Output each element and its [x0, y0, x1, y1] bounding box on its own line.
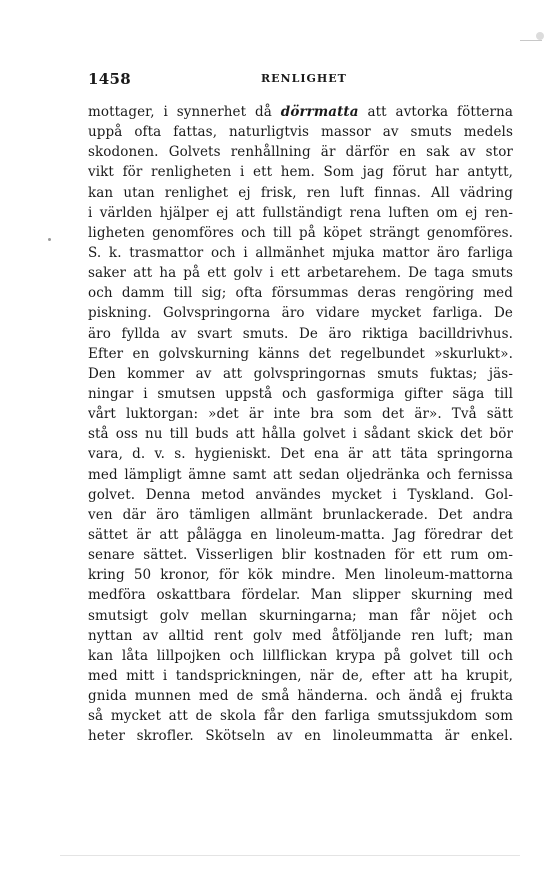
text-line: S. k. trasmattor och i allmänhet mjuka mattor äro farliga: [88, 244, 513, 261]
text-line: och damm till sig; ofta försummas deras rengöring med: [88, 285, 513, 302]
text-line: ningar i smutsen uppstå och gasformiga gifter säga till: [88, 385, 513, 402]
text-line: äro fyllda av svart smuts. De äro riktiga bacilldrivhus.: [88, 325, 513, 342]
text-line: kan utan renlighet ej frisk, ren luft finnas. All vädring: [88, 184, 513, 201]
scan-speck: [520, 40, 542, 41]
text-line: med mitt i tandsprickningen, när de, efter att ha krupit,: [88, 667, 513, 684]
scan-speck: [536, 32, 544, 40]
text-line: Den kommer av att golvspringornas smuts fuktas; jäs-: [88, 365, 513, 382]
text-line: kan låta lillpojken och lillflickan krypa på golvet till och: [88, 647, 513, 664]
text-line: med lämpligt ämne samt att sedan oljedränka och fernissa: [88, 466, 513, 483]
text-line: smutsigt golv mellan skurningarna; man får nöjet och: [88, 607, 513, 624]
text-line: stå oss nu till buds att hålla golvet i sådant skick det bör: [88, 426, 513, 443]
page-edge-line: [60, 855, 520, 856]
text-line: vara, d. v. s. hygieniskt. Det ena är att täta springorna: [88, 446, 513, 463]
text-run: att avtorka fötterna: [358, 104, 513, 120]
text-line: vårt luktorgan: »det är inte bra som det är». Två sätt: [88, 406, 513, 423]
text-line: senare sättet. Visserligen blir kostnaden för ett rum om-: [88, 547, 513, 564]
text-line: ligheten genomföres och till på köpet strängt genomföres.: [88, 224, 513, 241]
text-line: vikt för renligheten i ett hem. Som jag förut har antytt,: [88, 164, 513, 181]
text-line: piskning. Golvspringorna äro vidare mycket farliga. De: [88, 305, 513, 322]
text-line: nyttan av alltid rent golv med åtföljande ren luft; man: [88, 627, 513, 644]
running-head: RENLIGHET: [261, 72, 347, 85]
page-number: 1458: [88, 70, 131, 88]
text-line: medföra oskattbara fördelar. Man slipper skurning med: [88, 587, 513, 604]
text-line: heter skrofler. Skötseln av en linoleummatta är enkel.: [88, 728, 513, 745]
text-line: gnida munnen med de små händerna. och ändå ej frukta: [88, 688, 513, 705]
text-line: uppå ofta fattas, naturligtvis massor av smuts medels: [88, 124, 513, 141]
text-line: ven där äro tämligen allmänt brunlackerade. Det andra: [88, 506, 513, 523]
text-line: saker att ha på ett golv i ett arbetarehem. De taga smuts: [88, 265, 513, 282]
body-text: [88, 102, 513, 747]
scan-speck: [48, 238, 51, 241]
text-line: sättet är att pålägga en linoleum-matta. Jag föredrar det: [88, 526, 513, 543]
text-line: så mycket att de skola får den farliga smutssjukdom som: [88, 708, 513, 725]
emphasized-word: dörrmatta: [280, 104, 359, 120]
text-line: kring 50 kronor, för kök mindre. Men linoleum-mattorna: [88, 567, 513, 584]
text-run: mottager, i synnerhet då: [88, 104, 281, 120]
text-line: [88, 102, 513, 122]
text-line: golvet. Denna metod användes mycket i Tyskland. Gol-: [88, 486, 513, 503]
text-line: i världen hjälper ej att fullständigt rena luften om ej ren-: [88, 204, 513, 221]
page-header: [88, 70, 513, 90]
text-line: Efter en golvskurning känns det regelbundet »skurlukt».: [88, 345, 513, 362]
text-line: skodonen. Golvets renhållning är därför en sak av stor: [88, 144, 513, 161]
